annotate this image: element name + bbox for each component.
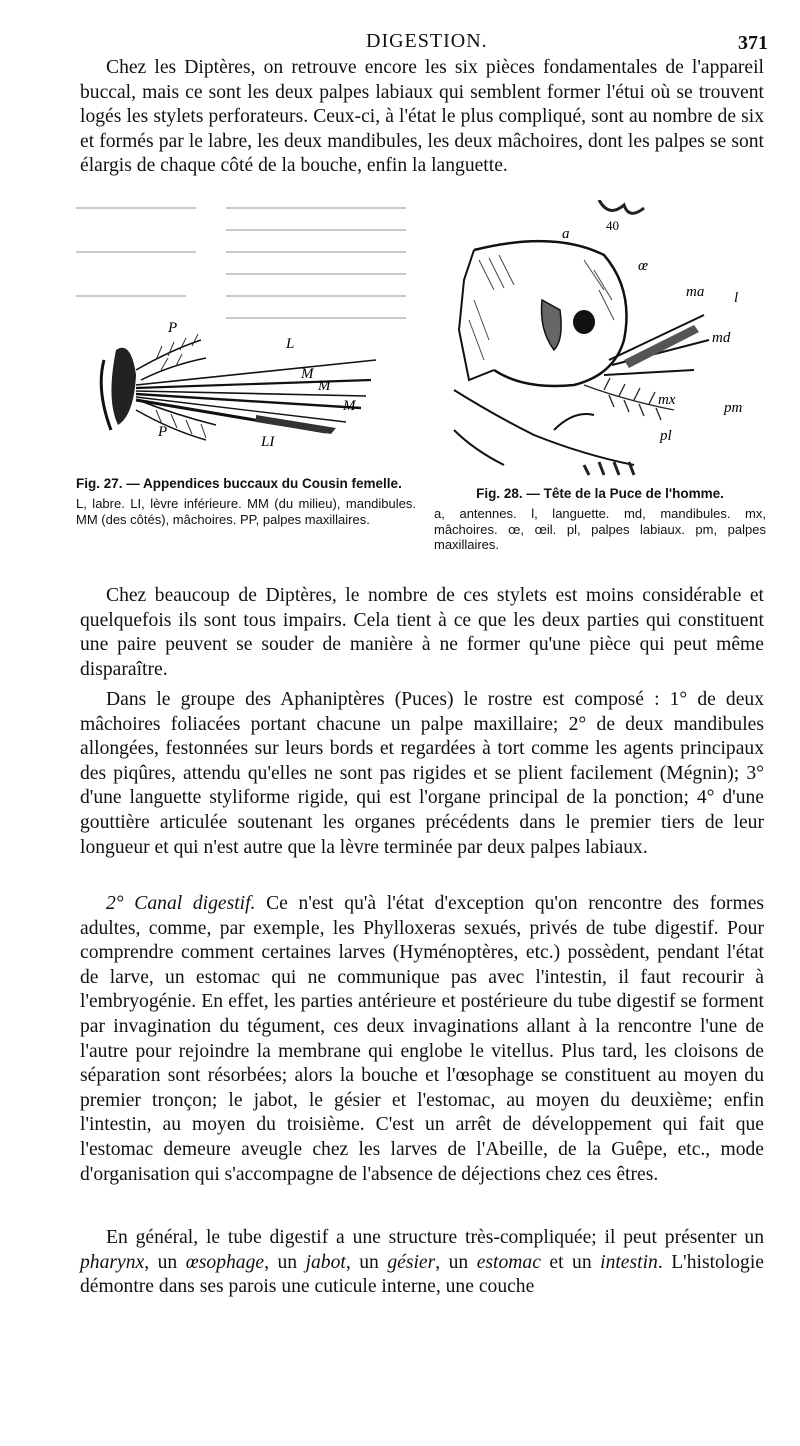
paragraph-diptera-mouthparts: Chez les Diptères, on retrouve encore les six pièces fondamentales de l'appareil buccal, mais ce sont les deux palpes labiaux qui semblent former l'étui où se trouvent logés les stylets perforateurs. Ceux-ci, à l'état le plus compliqué, sont au nombre de six et formés par le labre, les deux mandibules, les deux mâchoires, dont les palpes se sont élargis de chaque côté de la bouche, enfin la languette.	[80, 57, 764, 177]
text-segment: , un	[144, 1251, 186, 1273]
paragraph-digestive-canal-text: Ce n'est qu'à l'état d'exception qu'on rencontre des formes adultes, comme, par exemple, les Phylloxeras sexués, privés de tube digestif. Pour comprendre comment certaines larves (Hyménoptères, etc.) possèdent, pendant l'état de larve, un estomac qui ne communique pas avec l'intestin, il faut recourir à l'embryogénie. En effet, les parties antérieure et postérieure du tube digestif se forment par invagination du tégument, ces deux invaginations allant à la rencontre l'une de l'autre pour rejoindre la membrane qui englobe le vitellus. Plus tard, les cloisons de séparation sont résorbées; alors la bouche et l'œsophage se constituent au moyen du premier tronçon; le jabot, le gésier et l'estomac, au moyen du deuxième; enfin l'intestin, au moyen du troisième. C'est un arrêt de développement qui fait que l'estomac demeure aveugle chez les larves de l'Abeille, de la Guêpe, etc., mode d'organisation qui s'accompagne de l'absence de déjections chez ces êtres.	[80, 893, 765, 1185]
figure-27-title: Fig. 27. — Appendices buccaux du Cousin femelle.	[76, 476, 402, 491]
section-heading-canal-digestif: 2° Canal digestif.	[106, 893, 256, 914]
label-pl: pl	[660, 428, 672, 444]
label-40: 40	[606, 218, 619, 233]
label-M2: M	[318, 378, 331, 394]
figure-27	[76, 200, 416, 527]
page-header	[0, 26, 800, 56]
label-M3: M	[343, 398, 356, 414]
figure-27-caption: L, labre. LI, lèvre inférieure. MM (du milieu), mandibules. MM (des côtés), mâchoires. PP, palpes maxillaires.	[76, 496, 416, 527]
figure-28-caption: a, antennes. l, languette. md, mandibules. mx, mâchoires. œ, œil. pl, palpes labiaux. pm, palpes maxillaires.	[434, 506, 766, 552]
running-title: DIGESTION.	[366, 30, 488, 52]
text-segment: . L'histologie démontre dans ses parois une cuticule interne, une couche	[80, 1251, 764, 1298]
page-number: 371	[738, 32, 768, 54]
figure-28	[434, 200, 766, 553]
flea-head-illustration	[434, 200, 766, 480]
label-M1: M	[301, 366, 314, 382]
text-segment: , un	[264, 1251, 306, 1273]
term-estomac: estomac	[476, 1251, 541, 1273]
term-pharynx: pharynx	[80, 1251, 145, 1273]
label-pm: pm	[724, 400, 743, 416]
label-LI: LI	[261, 434, 275, 450]
figures-row	[76, 200, 766, 580]
term-intestin: intestin	[600, 1251, 658, 1273]
paragraph-diptera-stylets: Chez beaucoup de Diptères, le nombre de ces stylets est moins considérable et quelquefois ils sont tous impairs. Cela tient à ce que les deux parties qui constituent une paire peuvent se souder de manière à ne former qu'une pièce qui peut même disparaître.	[80, 585, 764, 680]
label-l: l	[734, 290, 739, 306]
label-P-top: P	[168, 320, 178, 336]
figure-28-title: Fig. 28. — Tête de la Puce de l'homme.	[476, 486, 724, 501]
text-segment: En général, le tube digestif a une structure très-compliquée; il peut présenter un	[106, 1227, 764, 1248]
label-md: md	[712, 330, 731, 346]
paragraph-aphaniptera: Dans le groupe des Aphaniptères (Puces) le rostre est composé : 1° de deux mâchoires foliacées portant chacune un palpe maxillaire; 2° de deux mandibules allongées, festonnées sur leurs bords et regardées à tort comme les agents principaux des piqûres, attendu qu'elles ne sont pas rigides et se plient facilement (Mégnin); 3° d'une languette styliforme rigide, qui est l'organe principal de la ponction; 4° d'une gouttière articulée soutenant les organes précédents dans le premier tiers de leur longueur et qui n'est autre que la lèvre terminée par deux palpes labiaux.	[80, 689, 764, 858]
text-segment: , un	[435, 1251, 477, 1273]
mosquito-mouthparts-illustration	[76, 200, 416, 470]
term-gesier: gésier	[387, 1251, 436, 1273]
label-oe: œ	[638, 258, 649, 274]
label-mx: mx	[658, 392, 676, 408]
label-ma: ma	[686, 284, 705, 300]
text-segment: et un	[540, 1251, 601, 1273]
text-segment: , un	[345, 1251, 388, 1273]
term-oesophage: œsophage	[185, 1251, 265, 1273]
label-a: a	[562, 226, 570, 242]
term-jabot: jabot	[305, 1251, 346, 1273]
paragraph-digestive-structure	[80, 1226, 764, 1300]
label-P-bottom: P	[158, 424, 168, 440]
label-L: L	[286, 336, 295, 352]
paragraph-digestive-canal	[80, 892, 764, 1187]
